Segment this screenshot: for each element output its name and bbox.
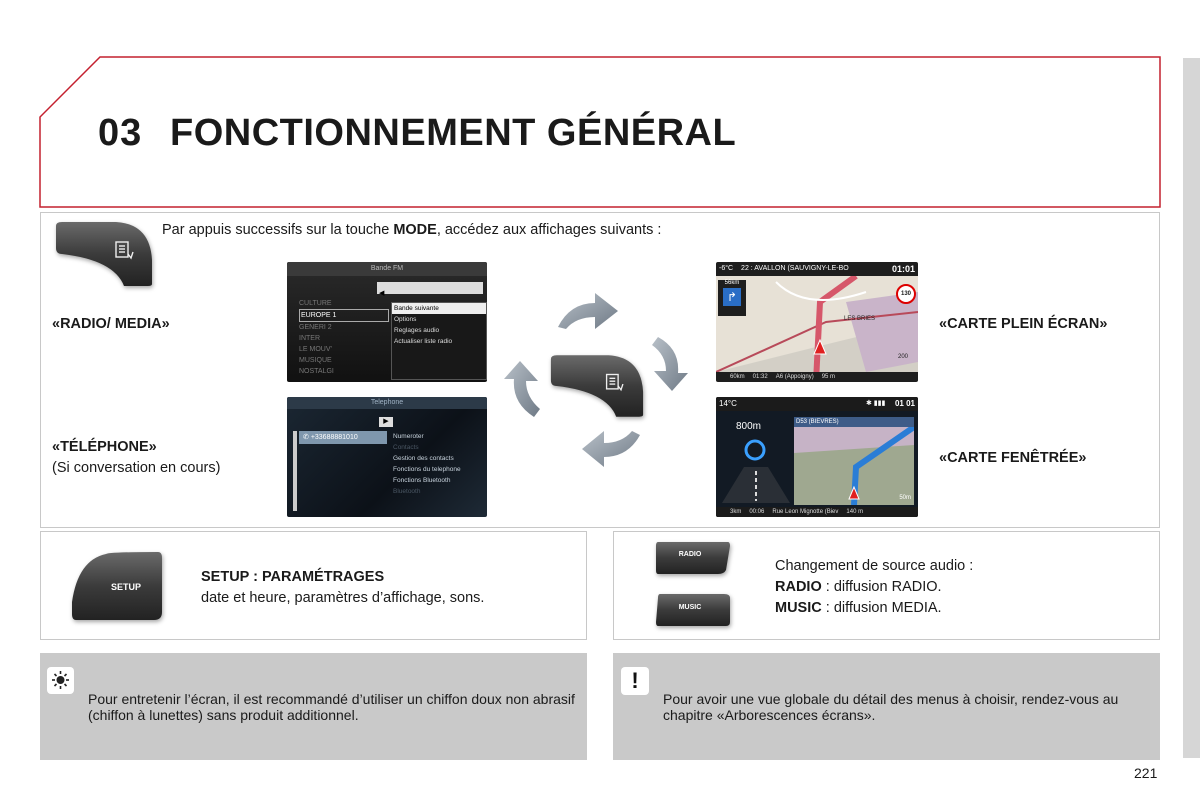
back-arrow-icon: ◀ [379,290,385,297]
radio-station-item[interactable]: LE MOUV' [299,346,332,353]
radio-station-item[interactable]: GENERI 2 [299,324,332,331]
cycle-arrow-top [558,293,618,329]
phone-menu-item[interactable]: Fonctions du telephone [393,466,461,473]
source-line1: Changement de source audio : [775,558,974,574]
chapter-header-frame [0,0,1200,215]
setup-key[interactable] [70,550,164,622]
music-key-label: MUSIC [678,604,702,611]
phone-menu-item[interactable]: Contacts [393,444,419,451]
place-label: LES BRIES [844,316,876,322]
mode-intro: Par appuis successifs sur la touche MODE, accédez aux affichages suivants : [162,222,662,238]
phone-menu-item[interactable]: Bluetooth [393,488,421,495]
mode-key[interactable] [54,220,154,288]
label-map-window: «CARTE FENÊTRÉE» [939,450,1087,466]
chapter-title: FONCTIONNEMENT GÉNÉRAL [170,112,737,154]
map-full-topbar: -6°C 22 : AVALLON (SAUVIGNY-LE-BO 01:01 [716,262,918,276]
signal-icon: ✱ ▮▮▮ [866,400,886,407]
radio-station-list [299,298,389,377]
tip-icon-box [47,667,74,694]
phone-screen [287,397,487,517]
phone-menu [393,431,485,497]
cycle-arrow-right [652,337,688,391]
turn-indicator: 56km ↱ [718,280,746,316]
cycle-mode-key [549,352,645,420]
radio-menu [391,302,487,380]
radio-station-item[interactable]: MUSIQUE [299,357,332,364]
radio-station-item[interactable]: EUROPE 1 [299,309,389,322]
page-number: 221 [1134,765,1158,781]
tip-text: Pour entretenir l’écran, il est recommandé d’utiliser un chiffon doux non abrasif (chiffon à lunettes) sans produit additionnel. [88,691,575,723]
cycle-arrow-left [504,361,540,417]
phone-menu-item[interactable]: Gestion des contacts [393,455,454,462]
source-music: MUSIC : diffusion MEDIA. [775,600,942,616]
map-full-bottom-item[interactable]: 60km [730,374,745,380]
map-scale: 200 [898,354,909,360]
play-icon: ▶ [379,417,393,427]
map-full-bottom-item[interactable]: 01:32 [752,374,768,380]
light-bulb-icon [47,667,74,694]
phone-menu-item[interactable]: Fonctions Bluetooth [393,477,451,484]
radio-key-label: RADIO [678,551,702,558]
map-window-screen [716,397,918,517]
cycle-arrow-bottom [582,431,640,467]
warning-icon: ! [621,667,649,695]
phone-menu-item[interactable]: Numeroter [393,433,424,440]
map-window-bottom-item[interactable]: 00:06 [749,509,765,515]
map-full-bottom-item[interactable]: 95 m [821,374,836,380]
radio-key[interactable] [654,540,732,576]
radio-menu-item[interactable]: Reglages audio [394,327,440,334]
phone-number: ✆ +33688881010 [299,431,387,444]
map-full-screen [716,262,918,382]
current-road-label: D53 (BIEVRES) [794,417,914,427]
radio-menu-item[interactable]: Options [394,316,417,323]
chapter-number: 03 [98,112,143,154]
side-tab [1183,58,1200,758]
setup-title: SETUP : PARAMÉTRAGES [201,569,385,585]
radio-station-item[interactable]: CULTURE [299,300,332,307]
roundabout-icon [742,437,768,463]
radio-menu-item[interactable]: Bande suivante [392,303,486,314]
label-telephone: «TÉLÉPHONE» [52,439,157,455]
speed-limit-sign: 130 [896,284,916,304]
map-window-topbar: 14°C ✱ ▮▮▮ 01 01 [716,397,918,411]
label-map-full: «CARTE PLEIN ÉCRAN» [939,316,1108,332]
phone-screen-title: Telephone [287,397,487,409]
radio-menu-item[interactable]: Actualiser liste radio [394,338,453,345]
radio-station-item[interactable]: INTER [299,335,320,342]
label-telephone-note: (Si conversation en cours) [52,460,221,476]
label-radio-media: «RADIO/ MEDIA» [52,316,170,332]
setup-description: date et heure, paramètres d’affichage, sons. [201,590,485,606]
map-full-bottom-item[interactable]: A6 (Appoigny) [775,374,814,380]
map-window-bottom-item[interactable]: 3km [730,509,742,515]
radio-screen-title: Bande FM [287,262,487,276]
radio-screen [287,262,487,382]
map-window-scale: 50m [899,495,911,501]
radio-station-item[interactable]: NOSTALGI [299,368,334,375]
source-radio: RADIO : diffusion RADIO. [775,579,942,595]
map-full-bottombar [716,372,918,382]
turn-arrow-icon: ↱ [723,288,741,306]
map-window-bottom-item[interactable]: Rue Leon Mignotte (Biev [772,509,839,515]
warning-text: Pour avoir une vue globale du détail des menus à choisir, rendez-vous au chapitre «Arborescences écrans». [663,691,1119,723]
next-turn-distance: 800m [736,421,762,432]
map-window-bottom-item[interactable]: 140 m [846,509,864,515]
setup-key-label: SETUP [110,582,142,592]
map-window-bottombar [716,507,918,517]
music-key[interactable] [654,592,732,628]
